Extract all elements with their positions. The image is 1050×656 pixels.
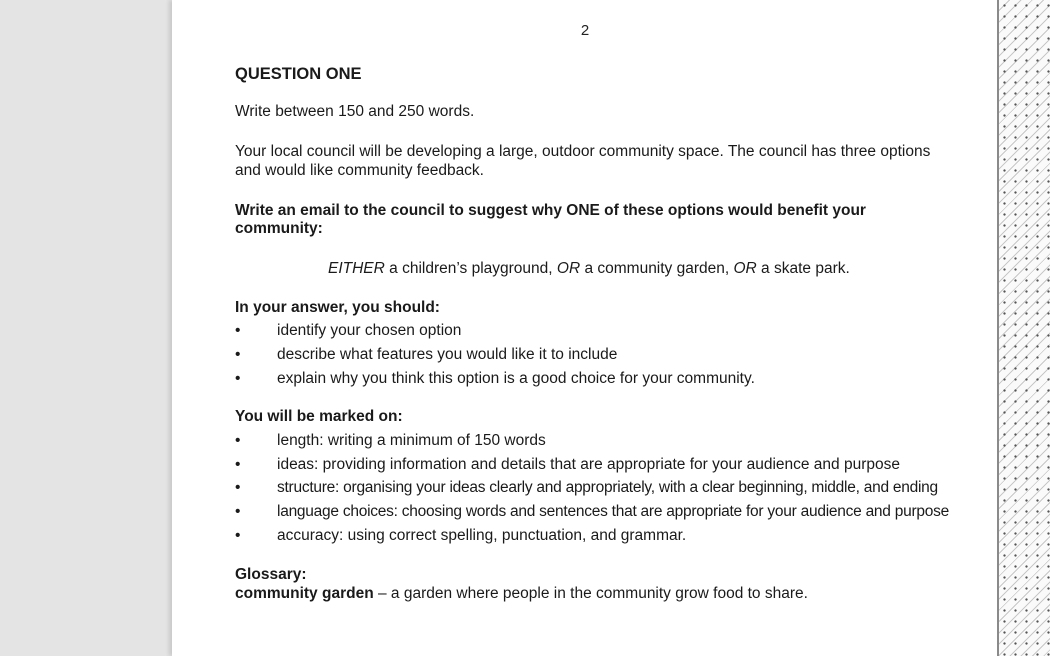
bullet-icon: • [235, 503, 241, 520]
options-line [328, 259, 850, 278]
document-page: 2 QUESTION ONE Write between 150 and 250 words. Your local council will be developing a large, outdoor community space. The council has three options and would like community feedback. Write an email to the council to suggest why ONE of these options would benefit your community: EITHER a children’s playground, OR a community garden, OR a skate park. In your answer, you should: • identify your chosen option • describe what features you would like it to include • explain why you think this option is a good choice for your community. You will be marked on: • length: writing a minimum of 150 words • ideas: providing information and details that are appropriate for your audience and purpose • structure: organising your ideas clearly and appropriately, with a clear beginning, middle, and ending • language choices: choosing words and sentences that are appropriate for your audience and purpose • accuracy: using correct spelling, punctuation, and grammar. Glossary: community garden – a garden where people in the community grow food to share. [172, 0, 998, 656]
glossary-term: community garden [235, 585, 374, 602]
bullet-icon: • [235, 322, 241, 339]
or-label-2: OR [733, 260, 757, 277]
bullet-icon: • [235, 479, 241, 496]
option-garden: a community garden, [580, 260, 734, 277]
bullet-icon: • [235, 370, 241, 387]
patterned-margin-strip [997, 0, 1050, 656]
task-line-2: community: [235, 220, 323, 237]
task-line-1: Write an email to the council to suggest why ONE of these options would benefit your [235, 202, 866, 219]
bullet-icon: • [235, 527, 241, 544]
page-number: 2 [580, 22, 590, 39]
bullet-icon: • [235, 456, 241, 473]
word-count-instruction: Write between 150 and 250 words. [235, 103, 475, 120]
either-label: EITHER [328, 260, 385, 277]
answer-heading: In your answer, you should: [235, 299, 440, 316]
glossary-entry [235, 584, 808, 603]
option-skate-park: a skate park. [756, 260, 850, 277]
glossary-definition: – a garden where people in the community grow food to share. [373, 585, 808, 602]
intro-line-1: Your local council will be developing a large, outdoor community space. The council has three options [235, 143, 931, 160]
bullet-icon: • [235, 432, 241, 449]
or-label-1: OR [556, 260, 581, 277]
glossary-heading: Glossary: [235, 566, 307, 583]
marked-heading: You will be marked on: [235, 408, 403, 425]
option-playground: a children’s playground, [384, 260, 557, 277]
question-title: QUESTION ONE [235, 65, 362, 83]
bullet-icon: • [235, 346, 241, 363]
intro-line-2: and would like community feedback. [235, 162, 484, 179]
